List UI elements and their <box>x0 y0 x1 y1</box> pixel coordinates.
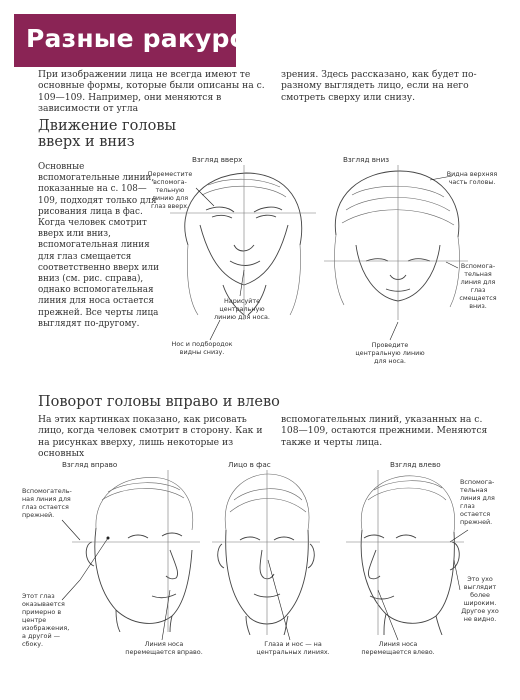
label-center-nose-line: Проведите центральную линию для носа. <box>355 341 425 365</box>
section2-text-right: вспомогательных линий, указанных на с. 108—109, остаются прежними. Меняются также и черты лица. <box>281 414 488 448</box>
caption-view-up: Взгляд вверх <box>192 155 243 164</box>
label-ear-wider: Это ухо выглядит более широким. Другое ухо не видно. <box>461 575 499 623</box>
caption-view-right: Взгляд вправо <box>62 460 118 469</box>
label-nose-chin: Нос и подбородок видны снизу. <box>171 340 233 356</box>
intro-left: При изображении лица не всегда имеют те основные формы, которые были описаны на с. 109—109. Например, они меняются в зависимости от угла <box>38 69 265 115</box>
section1-heading: Движение головы вверх и вниз <box>38 118 177 150</box>
section2-text-left: На этих картинках показано, как рисовать лицо, когда человек смотрит в сторону. Как и на рисунках вверху, лишь некоторые из основных <box>38 414 263 460</box>
label-eye-line-same-left: Вспомогатель-ная линия для глаз остается прежней. <box>22 487 72 519</box>
label-nose-right: Линия носа перемещается вправо. <box>125 640 203 656</box>
caption-view-down: Взгляд вниз <box>343 155 390 164</box>
label-eyes-nose-center: Глаза и нос — на центральных линиях. <box>256 640 330 656</box>
section1-text: Основные вспомогательные линии, показанные на с. 108—109, подходят только для рисования лица в фас. Когда человек смотрит вверх или вниз, вспомогательная линия для глаз смещается соответственно вверх или вниз (см. рис. справа), однако вспомогательная линия для носа остается прежней. Все черты лица выглядят по-другому. <box>38 162 159 329</box>
label-eye-center: Этот глаз оказывается примерно в центре изображения, а другой — сбоку. <box>22 592 70 648</box>
label-eye-line-down: Вспомога-тельная линия для глаз смещается вниз. <box>459 262 497 310</box>
page-title: Разные ракурсы <box>26 24 268 53</box>
label-draw-nose-line: Нарисуйте центральную линию для носа. <box>214 297 270 321</box>
caption-view-front: Лицо в фас <box>228 460 271 469</box>
section2-heading: Поворот головы вправо и влево <box>38 394 280 410</box>
label-nose-left: Линия носа перемещается влево. <box>361 640 435 656</box>
label-move-eye-line: Переместите вспомога-тельную линию для глаз вверх. <box>147 170 193 210</box>
label-eye-line-same-right: Вспомога-тельная линия для глаз остается прежней. <box>460 478 495 526</box>
caption-view-left: Взгляд влево <box>390 460 441 469</box>
label-top-head: Видна верхняя часть головы. <box>446 170 498 186</box>
intro-right: зрения. Здесь рассказано, как будет по-разному выглядеть лицо, если на него смотреть сверху или снизу. <box>281 69 477 103</box>
